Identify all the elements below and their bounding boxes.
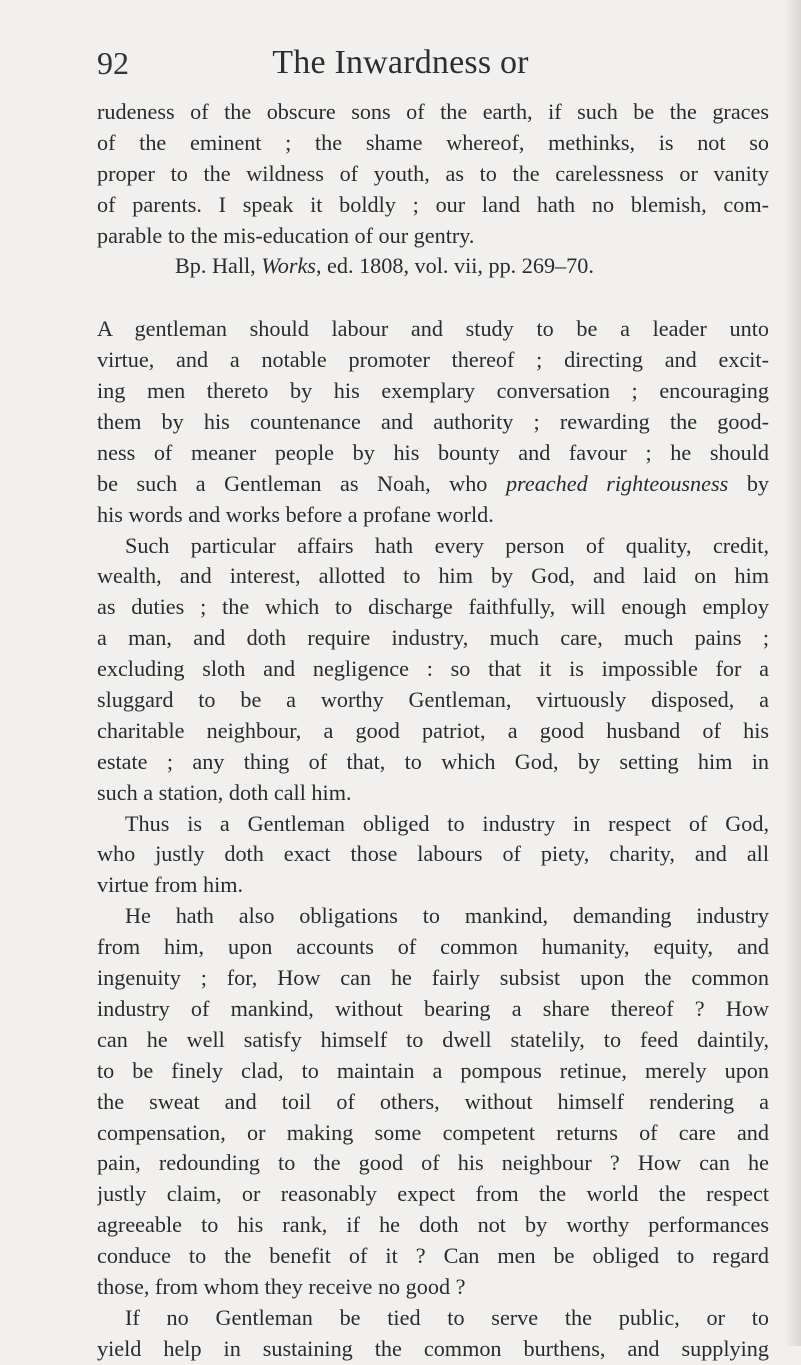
citation-details: , ed. 1808, vol. vii, pp. 269–70. <box>315 253 594 279</box>
text-line: Thus is a Gentleman obliged to industry in respect of God, <box>125 810 769 836</box>
text-line: Such particular affairs hath every person of quality, credit, <box>125 532 769 558</box>
text-line: such a station, doth call him. <box>97 779 352 805</box>
paragraph <box>97 531 769 809</box>
citation <box>97 251 769 282</box>
text-line: estate ; any thing of that, to which God, by setting him in <box>97 748 769 774</box>
page-edge-shadow <box>785 0 801 1346</box>
text-line: ing men thereto by his exemplary conversation ; encouraging <box>97 378 769 404</box>
text-line: parable to the mis-education of our gentry. <box>97 222 475 248</box>
text-line: his words and works before a profane world. <box>97 501 494 527</box>
section-gap <box>97 282 769 314</box>
text-line: wealth, and interest, allotted to him by God, and laid on him <box>97 563 769 589</box>
text-line: who justly doth exact those labours of piety, charity, and all <box>97 841 769 867</box>
page-header <box>0 38 801 88</box>
italic-phrase: preached righteousness <box>505 470 729 496</box>
text-line: pain, redounding to the good of his neighbour ? How can he <box>97 1150 769 1176</box>
running-title: The Inwardness or <box>272 44 529 81</box>
paragraph <box>97 1303 769 1365</box>
text-line: justly claim, or reasonably expect from the world the respect <box>97 1181 769 1207</box>
text-line: conduce to the benefit of it ? Can men be obliged to regard <box>97 1243 769 1269</box>
paragraph <box>97 314 769 530</box>
text-line: agreeable to his rank, if he doth not by worthy performances <box>97 1212 769 1238</box>
citation-author: Bp. Hall, <box>175 253 262 279</box>
text-line: to be finely clad, to maintain a pompous retinue, merely upon <box>97 1057 769 1083</box>
text-run: by <box>728 470 769 496</box>
text-line: A gentleman should labour and study to be a leader unto <box>97 316 769 342</box>
text-line: virtue from him. <box>97 872 244 898</box>
page-number: 92 <box>97 45 129 81</box>
page-body <box>97 97 769 1365</box>
text-line: sluggard to be a worthy Gentleman, virtuously disposed, a <box>97 687 769 713</box>
text-line: He hath also obligations to mankind, demanding industry <box>125 903 769 929</box>
paragraph <box>97 809 769 902</box>
text-line: from him, upon accounts of common humanity, equity, and <box>97 934 769 960</box>
text-line: excluding sloth and negligence : so that it is impossible for a <box>97 656 769 682</box>
text-line: ingenuity ; for, How can he fairly subsist upon the common <box>97 965 769 991</box>
quote-paragraph <box>97 97 769 282</box>
paragraph <box>97 901 769 1303</box>
text-line: a man, and doth require industry, much care, much pains ; <box>97 625 769 651</box>
text-line: them by his countenance and authority ; rewarding the good- <box>97 409 769 435</box>
text-line: ness of meaner people by his bounty and favour ; he should <box>97 439 769 465</box>
text-line: the sweat and toil of others, without himself rendering a <box>97 1088 769 1114</box>
text-line: yield help in sustaining the common burthens, and supplying <box>97 1335 769 1361</box>
text-line: rudeness of the obscure sons of the earth, if such be the graces <box>97 99 769 124</box>
text-line: compensation, or making some competent returns of care and <box>97 1119 769 1145</box>
text-run: be such a Gentleman as Noah, who <box>97 470 506 496</box>
text-line: can he well satisfy himself to dwell statelily, to feed daintily, <box>97 1026 769 1052</box>
text-line: If no Gentleman be tied to serve the public, or to <box>125 1304 769 1330</box>
text-line: as duties ; the which to discharge faithfully, will enough employ <box>97 594 769 620</box>
citation-work: Works <box>261 253 316 279</box>
text-line: industry of mankind, without bearing a share thereof ? How <box>97 995 769 1021</box>
text-line <box>97 469 769 500</box>
text-line: of the eminent ; the shame whereof, methinks, is not so <box>97 129 769 155</box>
text-line: of parents. I speak it boldly ; our land hath no blemish, com- <box>97 191 769 217</box>
text-line: charitable neighbour, a good patriot, a good husband of his <box>97 717 769 743</box>
text-line: those, from whom they receive no good ? <box>97 1273 466 1299</box>
text-line: virtue, and a notable promoter thereof ; directing and excit- <box>97 347 769 373</box>
text-line: proper to the wildness of youth, as to the carelessness or vanity <box>97 160 769 186</box>
